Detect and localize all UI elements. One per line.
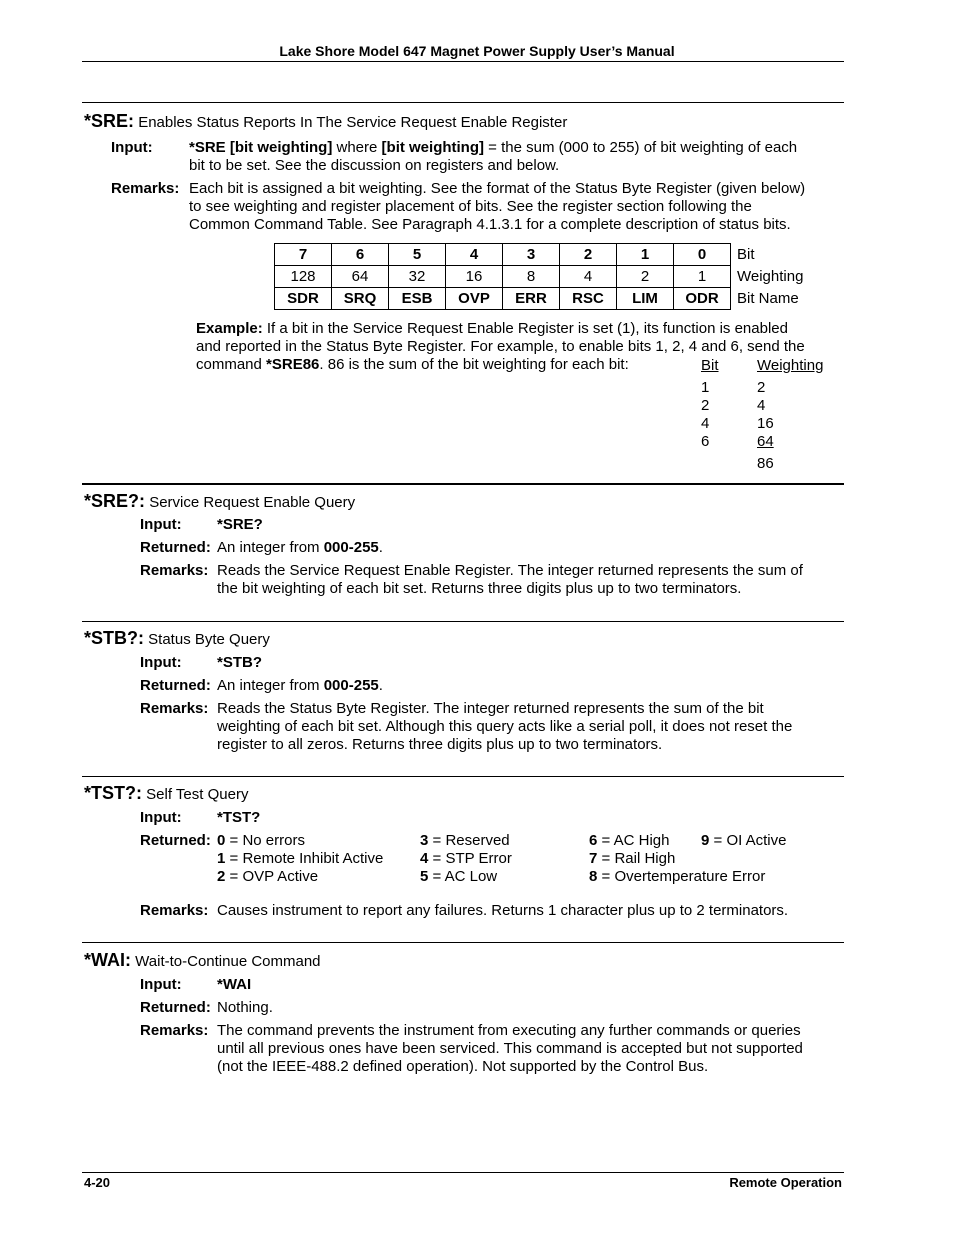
sum-total: 86 [757, 455, 774, 472]
remarks-line: Reads the Service Request Enable Register. The integer returned represents the sum of [217, 562, 803, 579]
input-label: Input: [140, 809, 182, 826]
returned-prefix: An integer from [217, 677, 324, 694]
tstq-heading [84, 783, 248, 804]
remarks-line: to see weighting and register placement of bits. See the register section following the [189, 198, 752, 215]
row-label: Bit [737, 246, 755, 263]
row-label: Weighting [737, 268, 804, 285]
remarks-line: Common Command Table. See Paragraph 4.1.3.1 for a complete description of status bits. [189, 216, 791, 233]
bit-cell: 4 [446, 244, 503, 266]
status-byte-table [274, 243, 828, 310]
command-description: Wait-to-Continue Command [135, 953, 321, 970]
sum-head-bit: Bit [701, 357, 719, 374]
command-description: Status Byte Query [148, 631, 270, 648]
sre-heading [84, 111, 567, 132]
page-number: 4-20 [84, 1175, 111, 1190]
remarks-line: The command prevents the instrument from executing any further commands or queries [217, 1022, 801, 1039]
sum-bit: 1 [701, 379, 710, 396]
remarks-label: Remarks: [140, 902, 209, 919]
stbq-heading [84, 628, 270, 649]
weight-cell: 32 [389, 266, 446, 288]
name-cell: RSC [560, 288, 617, 310]
input-label: Input: [140, 654, 182, 671]
returned-range: 000-255 [323, 539, 379, 556]
remarks-label: Remarks: [140, 562, 209, 579]
sum-weights [757, 379, 774, 451]
error-code: 3 = Reserved [420, 832, 510, 849]
error-code: 1 = Remote Inhibit Active [217, 850, 384, 867]
example-line: . 86 is the sum of the bit weighting for each bit: [319, 356, 629, 373]
returned-range: 000-255 [323, 677, 379, 694]
name-cell: OVP [446, 288, 503, 310]
row-label: Bit Name [737, 290, 799, 307]
weight-cell: 128 [275, 266, 332, 288]
remarks-label: Remarks: [140, 1022, 209, 1039]
sum-weight: 64 [757, 433, 774, 450]
returned-suffix: . [378, 539, 383, 556]
name-cell: ERR [503, 288, 560, 310]
name-cell: ODR [674, 288, 731, 310]
remarks-text [189, 180, 849, 234]
returned-text [217, 677, 383, 694]
code-column-1 [217, 832, 383, 886]
remarks-label: Remarks: [140, 700, 209, 717]
wai-heading [84, 950, 321, 971]
remarks-text [217, 562, 847, 598]
remarks-line: weighting of each bit set. Although this query acts like a serial poll, it does not reset the [217, 718, 793, 735]
error-code: 7 = Rail High [589, 850, 676, 867]
bit-cell: 1 [617, 244, 674, 266]
sum-weight: 4 [757, 397, 766, 414]
input-rest-line2: bit to be set. See the discussion on registers and below. [189, 157, 560, 174]
sum-bit: 4 [701, 415, 710, 432]
name-row [275, 288, 828, 310]
weight-cell: 8 [503, 266, 560, 288]
header-rule [82, 61, 844, 62]
command-name: *TST?: [84, 783, 142, 803]
footer-rule [82, 1172, 844, 1173]
sum-bits [701, 379, 709, 451]
example-line: and reported in the Status Byte Register. For example, to enable bits 1, 2, 4 and 6, send the [196, 338, 805, 355]
divider [82, 483, 844, 485]
command-name: *WAI: [84, 950, 131, 970]
returned-label: Returned: [140, 539, 211, 556]
command-name: *STB?: [84, 628, 144, 648]
error-code: 0 = No errors [217, 832, 305, 849]
returned-suffix: . [378, 677, 383, 694]
returned-prefix: An integer from [217, 539, 324, 556]
input-label: Input: [111, 139, 153, 156]
sreq-heading [84, 491, 355, 512]
name-cell: SDR [275, 288, 332, 310]
input-label: Input: [140, 516, 182, 533]
example-line: command [196, 356, 267, 373]
example-label: Example: [196, 320, 263, 337]
error-code: 6 = AC High [589, 832, 670, 849]
command-name: *SRE: [84, 111, 135, 131]
input-param: [bit weighting] [381, 139, 485, 156]
remarks-line: until all previous ones have been serviced. This command is accepted but not supported [217, 1040, 803, 1057]
remarks-text: Causes instrument to report any failures. Returns 1 character plus up to 2 terminators. [217, 902, 789, 919]
remarks-line: (not the IEEE-488.2 defined operation). Not supported by the Control Bus. [217, 1058, 709, 1075]
remarks-line: Each bit is assigned a bit weighting. See the format of the Status Byte Register (given below) [189, 180, 806, 197]
sum-weight: 2 [757, 379, 766, 396]
bit-cell: 2 [560, 244, 617, 266]
bit-cell: 6 [332, 244, 389, 266]
remarks-label: Remarks: [111, 180, 180, 197]
input-label: Input: [140, 976, 182, 993]
command-description: Enables Status Reports In The Service Request Enable Register [138, 114, 568, 131]
returned-label: Returned: [140, 999, 211, 1016]
remarks-line: Reads the Status Byte Register. The integer returned represents the sum of the bit [217, 700, 764, 717]
name-cell: ESB [389, 288, 446, 310]
bit-cell: 0 [674, 244, 731, 266]
bit-row [275, 244, 828, 266]
remarks-line: the bit weighting of each bit set. Returns three digits plus up to two terminators. [217, 580, 742, 597]
returned-text [217, 539, 383, 556]
name-cell: SRQ [332, 288, 389, 310]
error-code: 4 = STP Error [420, 850, 512, 867]
divider [82, 621, 844, 622]
input-command: *STB? [217, 654, 262, 671]
command-description: Self Test Query [146, 786, 249, 803]
error-code: 8 = Overtemperature Error [589, 868, 766, 885]
input-command: *SRE [bit weighting] [189, 139, 333, 156]
code-column-4 [701, 832, 786, 850]
weight-cell: 1 [674, 266, 731, 288]
divider [82, 776, 844, 777]
bit-cell: 3 [503, 244, 560, 266]
example-command: *SRE86 [266, 356, 320, 373]
weight-cell: 16 [446, 266, 503, 288]
sum-weight: 16 [757, 415, 774, 432]
example-text [196, 320, 836, 374]
error-code: 2 = OVP Active [217, 868, 319, 885]
input-text [189, 139, 849, 175]
input-rest: = the sum (000 to 255) of bit weighting of each [484, 139, 798, 156]
bit-cell: 7 [275, 244, 332, 266]
returned-text: Nothing. [217, 999, 273, 1016]
sum-head-weight: Weighting [757, 357, 824, 374]
weight-cell: 2 [617, 266, 674, 288]
sum-bit: 2 [701, 397, 710, 414]
returned-label: Returned: [140, 832, 211, 849]
input-command: *TST? [217, 809, 261, 826]
name-cell: LIM [617, 288, 674, 310]
section-name: Remote Operation [729, 1175, 842, 1190]
command-description: Service Request Enable Query [149, 494, 356, 511]
divider [82, 102, 844, 103]
error-code: 9 = OI Active [701, 832, 787, 849]
command-name: *SRE?: [84, 491, 146, 511]
remarks-text [217, 1022, 847, 1076]
example-line: If a bit in the Service Request Enable Register is set (1), its function is enabled [262, 320, 788, 337]
divider [82, 942, 844, 943]
input-command: *SRE? [217, 516, 263, 533]
page-header-title: Lake Shore Model 647 Magnet Power Supply User’s Manual [279, 43, 675, 59]
remarks-line: register to all zeros. Returns three digits plus up to two terminators. [217, 736, 663, 753]
weight-cell: 4 [560, 266, 617, 288]
code-column-2 [420, 832, 512, 886]
sum-bit: 6 [701, 433, 710, 450]
input-where: where [332, 139, 382, 156]
input-command: *WAI [217, 976, 252, 993]
weight-cell: 64 [332, 266, 389, 288]
returned-label: Returned: [140, 677, 211, 694]
weight-row [275, 266, 828, 288]
error-code: 5 = AC Low [420, 868, 498, 885]
bit-cell: 5 [389, 244, 446, 266]
remarks-text [217, 700, 847, 754]
